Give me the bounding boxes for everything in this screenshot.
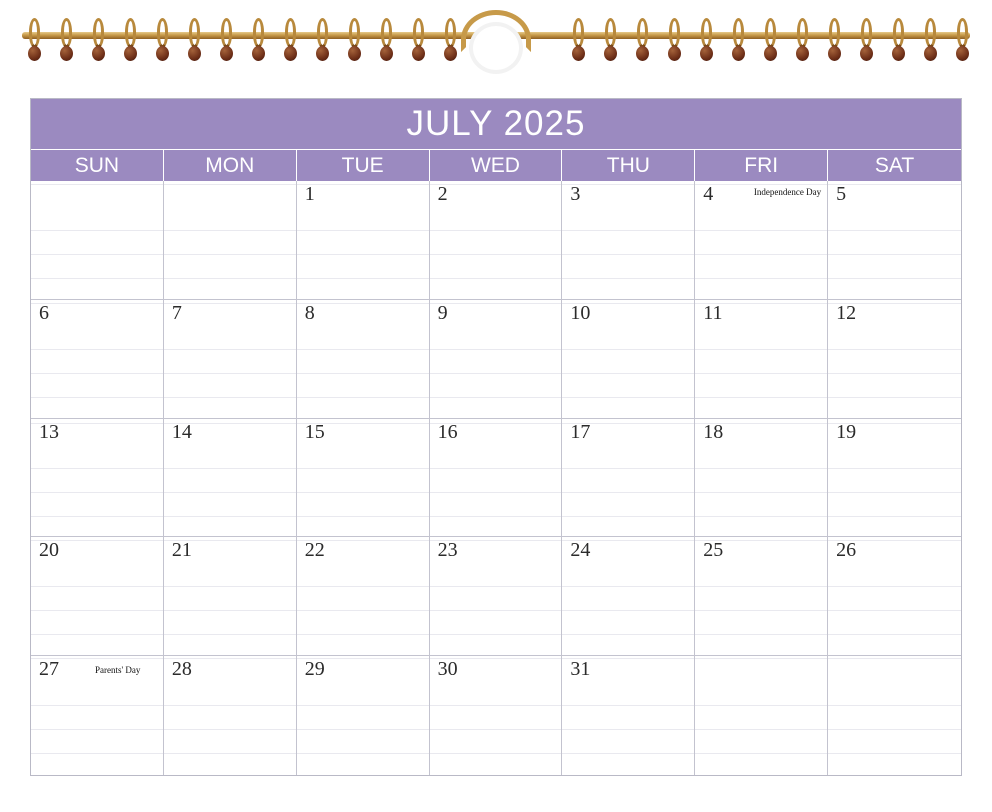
coil-loop [925, 18, 936, 48]
day-number: 18 [703, 420, 724, 443]
holiday-label: Independence Day [753, 187, 822, 197]
day-cell[interactable] [828, 419, 961, 538]
empty-cell [828, 656, 961, 775]
coil-loop [253, 18, 264, 48]
coil-bead [156, 46, 169, 61]
day-number: 1 [304, 183, 315, 205]
coil-bead [892, 46, 905, 61]
day-number: 19 [836, 420, 857, 443]
empty-cell [164, 181, 297, 300]
coil-bead [92, 46, 105, 61]
day-cell[interactable] [164, 656, 297, 775]
day-cell[interactable] [31, 419, 164, 538]
coil-bead [828, 46, 841, 61]
day-cell[interactable] [31, 656, 164, 775]
day-number: 26 [836, 539, 857, 562]
day-cell[interactable] [164, 419, 297, 538]
day-cell[interactable] [562, 537, 695, 656]
coil-bead [380, 46, 393, 61]
day-number: 17 [570, 420, 591, 443]
day-number: 13 [39, 420, 59, 443]
coil-loop [61, 18, 72, 48]
day-cell[interactable] [430, 656, 563, 775]
day-number: 16 [437, 420, 458, 443]
day-cell[interactable] [562, 181, 695, 300]
day-cell[interactable] [695, 419, 828, 538]
day-cell[interactable] [430, 419, 563, 538]
binding-coil [252, 18, 265, 64]
day-number: 30 [437, 658, 458, 681]
day-number: 11 [703, 301, 723, 324]
day-number: 2 [437, 183, 448, 205]
coil-bead [764, 46, 777, 61]
binding-coil [60, 18, 73, 64]
binding-coil [348, 18, 361, 64]
binding-hanger-hook [455, 2, 537, 64]
coil-loop [29, 18, 40, 48]
coil-bead [636, 46, 649, 61]
coil-bead [60, 46, 73, 61]
binding-coil [124, 18, 137, 64]
day-number: 5 [836, 183, 847, 205]
coil-loop [797, 18, 808, 48]
coil-loop [349, 18, 360, 48]
coil-bead [316, 46, 329, 61]
binding-coil [220, 18, 233, 64]
coil-loop [189, 18, 200, 48]
day-number: 25 [703, 539, 724, 562]
day-number: 9 [437, 301, 448, 324]
day-number: 24 [570, 539, 591, 562]
day-number: 10 [570, 301, 591, 324]
day-cell[interactable] [430, 300, 563, 419]
binding-coil [412, 18, 425, 64]
coil-bead [284, 46, 297, 61]
coil-bead [700, 46, 713, 61]
coil-loop [637, 18, 648, 48]
day-cell[interactable] [828, 181, 961, 300]
coil-loop [157, 18, 168, 48]
day-cell[interactable] [562, 300, 695, 419]
coil-bead [956, 46, 969, 61]
binding-coil [668, 18, 681, 64]
binding-coil [284, 18, 297, 64]
day-cell[interactable] [562, 656, 695, 775]
holiday-label: Parents' Day [95, 665, 141, 676]
day-number: 20 [39, 539, 59, 562]
day-number: 22 [304, 539, 325, 562]
weekday-header-row [31, 150, 961, 181]
binding-coil [796, 18, 809, 64]
binding-coil [316, 18, 329, 64]
day-number: 31 [570, 658, 591, 681]
coil-loop [221, 18, 232, 48]
empty-cell [695, 656, 828, 775]
coil-loop [669, 18, 680, 48]
day-cell[interactable] [164, 300, 297, 419]
weekday-header-thu: THU [562, 150, 695, 181]
binding-coil [700, 18, 713, 64]
coil-loop [125, 18, 136, 48]
day-number: 12 [836, 301, 857, 324]
weekday-header-fri: FRI [695, 150, 828, 181]
day-cell[interactable] [297, 656, 430, 775]
coil-loop [413, 18, 424, 48]
day-number: 14 [171, 420, 192, 443]
coil-bead [188, 46, 201, 61]
coil-loop [829, 18, 840, 48]
binding-coil [636, 18, 649, 64]
day-cell[interactable] [695, 181, 828, 300]
empty-cell [31, 181, 164, 300]
coil-bead [572, 46, 585, 61]
calendar-title-bar [31, 99, 961, 150]
binding-coil [892, 18, 905, 64]
day-number: 27 [39, 658, 59, 681]
binding-coil [572, 18, 585, 64]
binding-coil [188, 18, 201, 64]
coil-loop [93, 18, 104, 48]
day-cell[interactable] [562, 419, 695, 538]
coil-loop [733, 18, 744, 48]
day-cell[interactable] [297, 181, 430, 300]
day-cell[interactable] [297, 537, 430, 656]
day-number: 4 [703, 183, 714, 205]
binding-coil [828, 18, 841, 64]
binding-coil [732, 18, 745, 64]
day-cell[interactable] [828, 537, 961, 656]
coil-loop [285, 18, 296, 48]
day-cell[interactable] [297, 300, 430, 419]
coil-loop [957, 18, 968, 48]
weekday-header-mon: MON [164, 150, 297, 181]
binding-coil [28, 18, 41, 64]
day-cell[interactable] [695, 537, 828, 656]
day-number: 7 [171, 301, 182, 324]
coil-bead [124, 46, 137, 61]
weekday-header-tue: TUE [297, 150, 430, 181]
coil-bead [604, 46, 617, 61]
hook-ring [469, 22, 523, 74]
coil-loop [605, 18, 616, 48]
day-cell[interactable] [31, 537, 164, 656]
weekday-header-wed: WED [430, 150, 563, 181]
binding-coil [92, 18, 105, 64]
coil-bead [860, 46, 873, 61]
day-cell[interactable] [297, 419, 430, 538]
spiral-binding [0, 0, 992, 80]
day-number: 29 [304, 658, 325, 681]
coil-bead [732, 46, 745, 61]
weekday-header-sat: SAT [874, 153, 915, 177]
coil-bead [668, 46, 681, 61]
coil-bead [348, 46, 361, 61]
coil-loop [861, 18, 872, 48]
day-number: 21 [171, 539, 192, 562]
day-cell[interactable] [695, 300, 828, 419]
binding-coil [956, 18, 969, 64]
coil-loop [765, 18, 776, 48]
coil-bead [252, 46, 265, 61]
day-number: 15 [304, 420, 325, 443]
coil-loop [573, 18, 584, 48]
coil-bead [220, 46, 233, 61]
coil-bead [796, 46, 809, 61]
coil-loop [317, 18, 328, 48]
day-cell[interactable] [828, 300, 961, 419]
day-number: 8 [304, 301, 315, 324]
day-number: 3 [570, 183, 581, 205]
day-cell[interactable] [430, 181, 563, 300]
day-number: 28 [171, 658, 192, 681]
coil-bead [28, 46, 41, 61]
page-title: JULY 2025 [406, 104, 586, 143]
day-number: 23 [437, 539, 458, 562]
weekday-header-sun: SUN [31, 150, 164, 181]
coil-loop [701, 18, 712, 48]
binding-coil [156, 18, 169, 64]
day-number: 6 [39, 301, 49, 324]
day-cell[interactable] [164, 537, 297, 656]
calendar-sheet [30, 98, 962, 776]
coil-bead [924, 46, 937, 61]
coil-loop [381, 18, 392, 48]
binding-coil [860, 18, 873, 64]
binding-coil [924, 18, 937, 64]
coil-bead [412, 46, 425, 61]
binding-coil [380, 18, 393, 64]
coil-loop [893, 18, 904, 48]
binding-coil [764, 18, 777, 64]
day-cell[interactable] [31, 300, 164, 419]
binding-coil [604, 18, 617, 64]
day-cell[interactable] [430, 537, 563, 656]
calendar-grid [31, 181, 961, 775]
